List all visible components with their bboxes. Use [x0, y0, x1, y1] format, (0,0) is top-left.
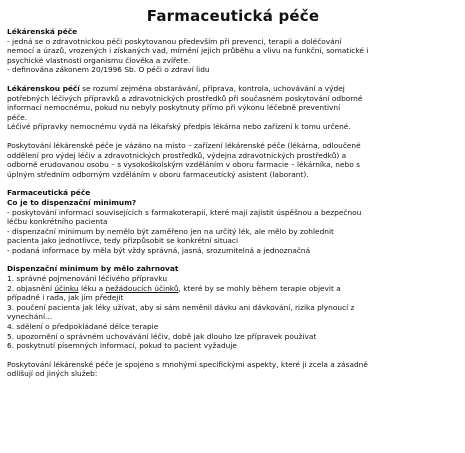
text-line: léčbu konkrétního pacienta: [7, 217, 108, 227]
list-item: 1. správné pojmenování léčivého přípravku: [7, 274, 168, 284]
section-heading: Dispenzační minimum by mělo zahrnovat: [7, 264, 179, 274]
text-span: se rozumí zejména obstarávání, příprava, kontrola, uchovávání a výdej: [79, 83, 345, 93]
section-farmaceuticka-pece: [7, 188, 459, 255]
text-line: informací nemocnému, pokud nu nebyly poskytnuty přímo při výkonu léčebně preventivní: [7, 103, 341, 113]
text-line: odlišují od jiných služeb:: [7, 369, 98, 379]
text-line: psychické vlastnosti organismu člověka a zvířete.: [7, 55, 191, 65]
text-line: odborně erudovanou osobu – s vysokoškolským vzděláním v oboru farmacie – lékárníka, nebo s: [7, 160, 360, 170]
section-lekarenska-pece: [7, 27, 459, 75]
section-question: Co je to dispenzační minimum?: [7, 197, 137, 207]
bold-term: Lékárenskou péčí: [7, 83, 80, 93]
text-line: případně i rada, jak jim předejít: [7, 293, 124, 303]
text-line: [7, 84, 459, 94]
text-span: 2. objasnění: [7, 283, 55, 293]
text-line: oddělení pro výdej léčiv a zdravotnických prostředků, výdejna zdravotnických prostředků) a: [7, 150, 347, 160]
list-item: 4. sdělení o předpokládané délce terapie: [7, 322, 159, 332]
text-line: - definována zákonem 20/1996 Sb. O péči o zdraví lidu: [7, 65, 210, 75]
list-item: 5. upozornění o správném uchovávání léčiv, době jak dlouho lze přípravek používat: [7, 331, 317, 341]
text-span: , které by se mohly během terapie objevit a: [178, 283, 341, 293]
section-heading: Lékárenská péče: [7, 27, 78, 36]
list-item: 6. poskytnutí písemných informací, pokud to pacient vyžaduje: [7, 341, 237, 351]
text-line: Léčivé přípravky nemocnému vydá na lékařský předpis lékárna nebo zařízení k tomu určené.: [7, 122, 351, 132]
section-heading: Farmaceutická péče: [7, 188, 91, 198]
list-item: [7, 284, 459, 294]
text-line: Poskytování lékárenské péče je spojeno s mnohými specifickými aspekty, které ji zcela a zásadně: [7, 359, 368, 369]
text-line: úplným středním odborným vzděláním v oboru farmaceutický asistent (laborant).: [7, 169, 309, 179]
text-line: - podaná informace by měla být vždy správná, jasná, srozumitelná a jednoznačná: [7, 245, 311, 255]
underlined-term: účinku: [54, 283, 79, 293]
text-span: léku a: [78, 283, 106, 293]
text-line: potřebných léčivých přípravků a zdravotnických prostředků při současném poskytování odborné: [7, 93, 363, 103]
section-specific-aspects: [7, 360, 459, 379]
section-provision: [7, 141, 459, 179]
text-line: - poskytování informací souvisejících s farmakoterapií, které mají zajistit úspěšnou a bezpečnou: [7, 207, 362, 217]
text-line: vynechání...: [7, 312, 53, 322]
text-line: nemocí a úrazů, vrozených i získaných vad, mírnění jejich průběhu a vlivu na funkční, somatické i: [7, 46, 369, 56]
text-line: Poskytování lékárenské péče je vázáno na místo – zařízení lékárenské péče (lékárna, odloučené: [7, 140, 361, 150]
section-definition: [7, 84, 459, 132]
text-line: pacienta jako jednotlivce, tedy přizpůsobit se konkrétní situaci: [7, 236, 239, 246]
text-line: - jedná se o zdravotnickou péči poskytovanou především při prevenci, terapii a doléčování: [7, 36, 342, 46]
underlined-term: nežádoucích účinků: [105, 283, 179, 293]
list-item: 3. poučení pacienta jak léky užívat, aby si sám neměnil dávku ani dávkování, rizika plynoucí z: [7, 302, 355, 312]
page-title: Farmaceutická péče: [146, 7, 320, 25]
text-line: - dispenzační minimum by nemělo být zaměřeno jen na určitý lék, ale mělo by zohlednit: [7, 226, 334, 236]
text-line: péče.: [7, 112, 28, 122]
section-dispenzacni-minimum: [7, 264, 459, 350]
